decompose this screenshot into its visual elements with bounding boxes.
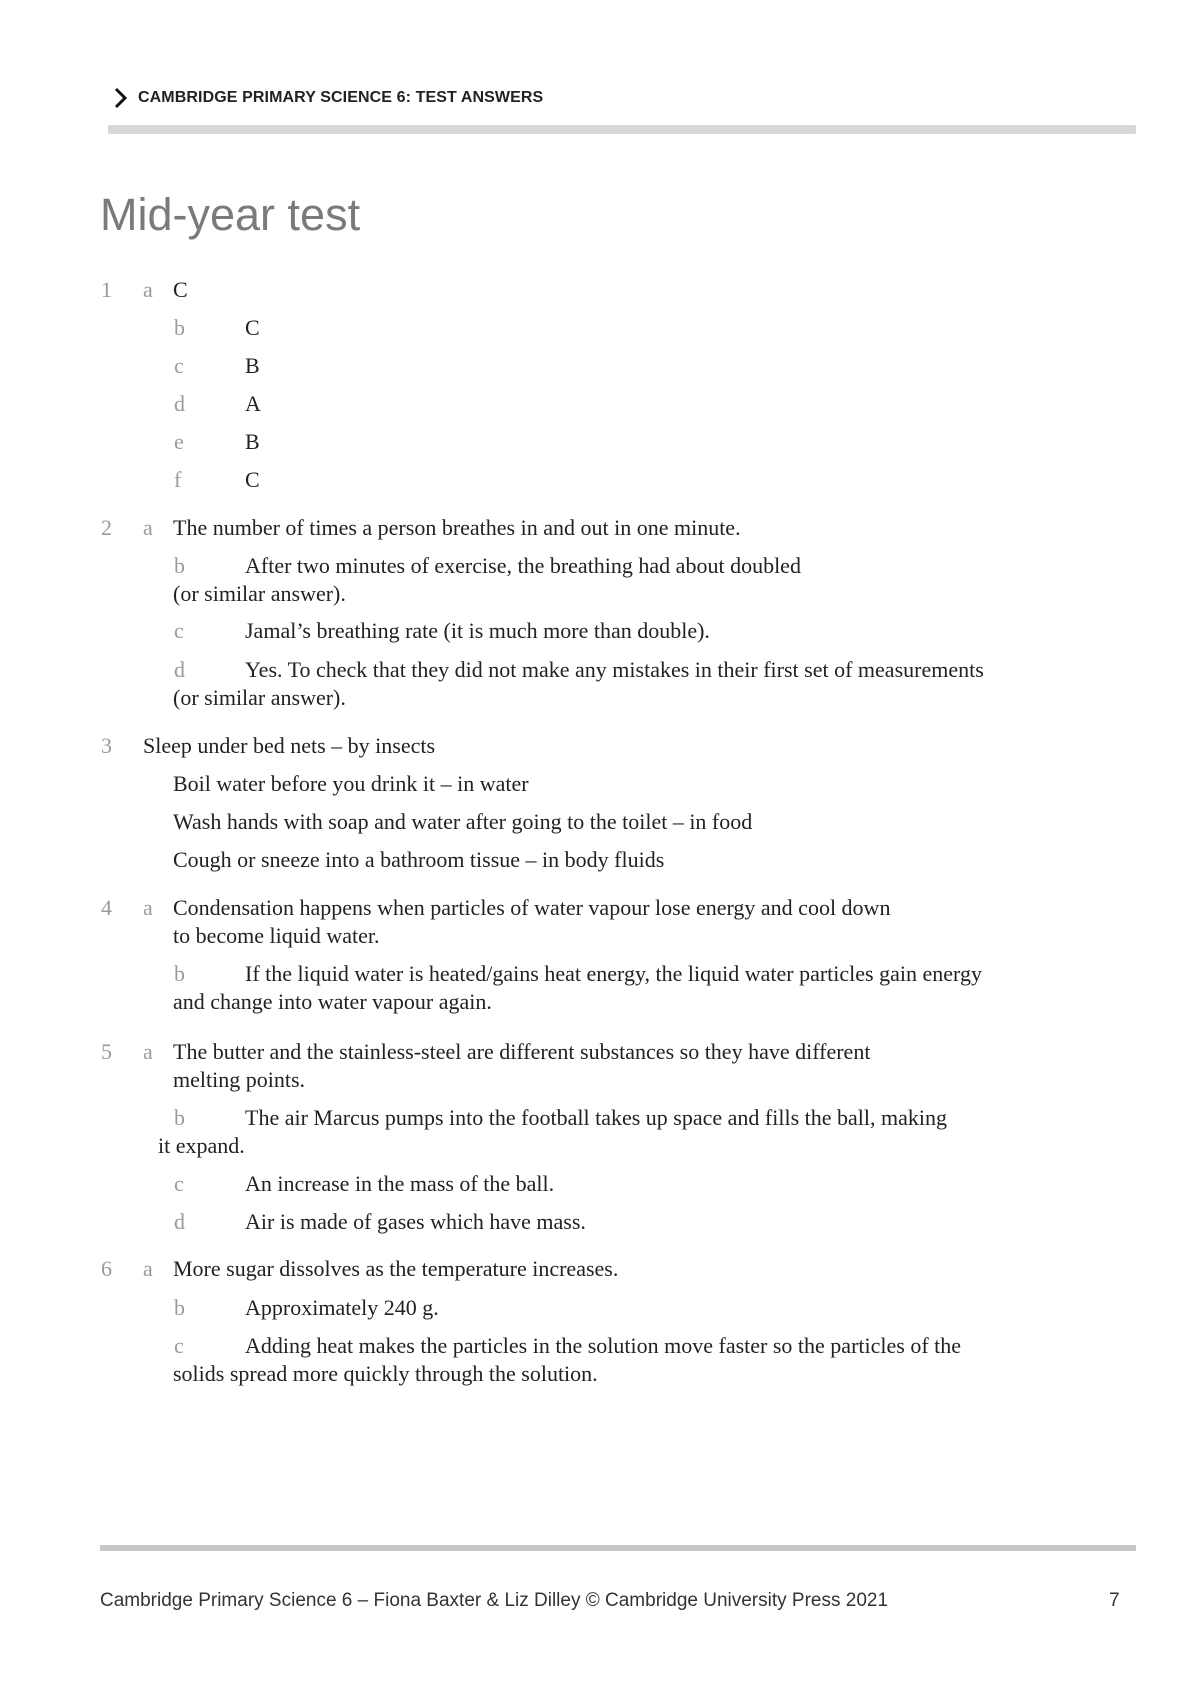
question-number: 4: [101, 895, 112, 920]
header-divider: [108, 125, 1136, 134]
answer-text: B: [245, 429, 260, 454]
answer-text: Sleep under bed nets – by insects: [143, 733, 436, 758]
answer-text: to become liquid water.: [173, 923, 380, 948]
answer-text: Approximately 240 g.: [245, 1295, 439, 1320]
answer-text: melting points.: [173, 1067, 305, 1092]
part-label: b: [174, 1295, 185, 1320]
answer-text: C: [173, 277, 188, 302]
part-label: b: [174, 1105, 185, 1130]
part-label: c: [174, 353, 184, 378]
part-label: e: [174, 429, 184, 454]
answer-text: B: [245, 353, 260, 378]
question-number: 6: [101, 1256, 112, 1281]
answer-text: (or similar answer).: [173, 685, 346, 710]
answer-text: If the liquid water is heated/gains heat energy, the liquid water particles gain energy: [245, 961, 982, 986]
answer-text: More sugar dissolves as the temperature increases.: [173, 1256, 619, 1281]
answer-text: After two minutes of exercise, the breathing had about doubled: [245, 553, 801, 578]
footer-credit: Cambridge Primary Science 6 – Fiona Baxter & Liz Dilley © Cambridge University Press 2021: [100, 1590, 889, 1611]
question-number: 1: [101, 277, 112, 302]
page-title: Mid-year test: [100, 189, 361, 240]
chevron-right-icon: [110, 86, 132, 110]
part-label: b: [174, 961, 185, 986]
part-label: c: [174, 1171, 184, 1196]
answer-text: The air Marcus pumps into the football takes up space and fills the ball, making: [245, 1105, 947, 1130]
answer-text: Cough or sneeze into a bathroom tissue – in body fluids: [173, 847, 665, 872]
answer-text: Boil water before you drink it – in water: [173, 771, 529, 796]
page-number: 7: [1109, 1590, 1120, 1611]
part-label: c: [174, 1333, 184, 1358]
answer-text: C: [245, 315, 260, 340]
answer-text: C: [245, 467, 260, 492]
question-number: 2: [101, 515, 112, 540]
answer-text: Adding heat makes the particles in the solution move faster so the particles of the: [245, 1333, 962, 1358]
answer-text: Condensation happens when particles of water vapour lose energy and cool down: [173, 895, 891, 920]
part-label: d: [174, 1209, 185, 1234]
running-header: [110, 86, 543, 110]
question-number: 5: [101, 1039, 112, 1064]
answer-text: Wash hands with soap and water after going to the toilet – in food: [173, 809, 753, 834]
answer-text: Air is made of gases which have mass.: [245, 1209, 586, 1234]
answer-text: An increase in the mass of the ball.: [245, 1171, 555, 1196]
part-label: d: [174, 391, 185, 416]
answer-text: and change into water vapour again.: [173, 989, 492, 1014]
part-label: b: [174, 315, 185, 340]
question-number: 3: [101, 733, 112, 758]
answer-text: The butter and the stainless-steel are different substances so they have different: [173, 1039, 871, 1064]
part-label: a: [143, 277, 153, 302]
answer-text: The number of times a person breathes in and out in one minute.: [173, 515, 741, 540]
answer-text: Jamal’s breathing rate (it is much more than double).: [245, 618, 710, 643]
part-label: d: [174, 657, 185, 682]
part-label: a: [143, 895, 153, 920]
part-label: a: [143, 1039, 153, 1064]
answer-text: A: [245, 391, 261, 416]
answer-text: it expand.: [158, 1133, 245, 1158]
answer-text: (or similar answer).: [173, 581, 346, 606]
part-label: a: [143, 515, 153, 540]
answer-text: solids spread more quickly through the solution.: [173, 1361, 598, 1386]
part-label: f: [174, 467, 182, 492]
part-label: a: [143, 1256, 153, 1281]
answer-text: Yes. To check that they did not make any mistakes in their first set of measurements: [245, 657, 984, 682]
footer-divider: [100, 1545, 1136, 1551]
part-label: c: [174, 618, 184, 643]
part-label: b: [174, 553, 185, 578]
running-title: CAMBRIDGE PRIMARY SCIENCE 6: TEST ANSWERS: [138, 89, 544, 106]
